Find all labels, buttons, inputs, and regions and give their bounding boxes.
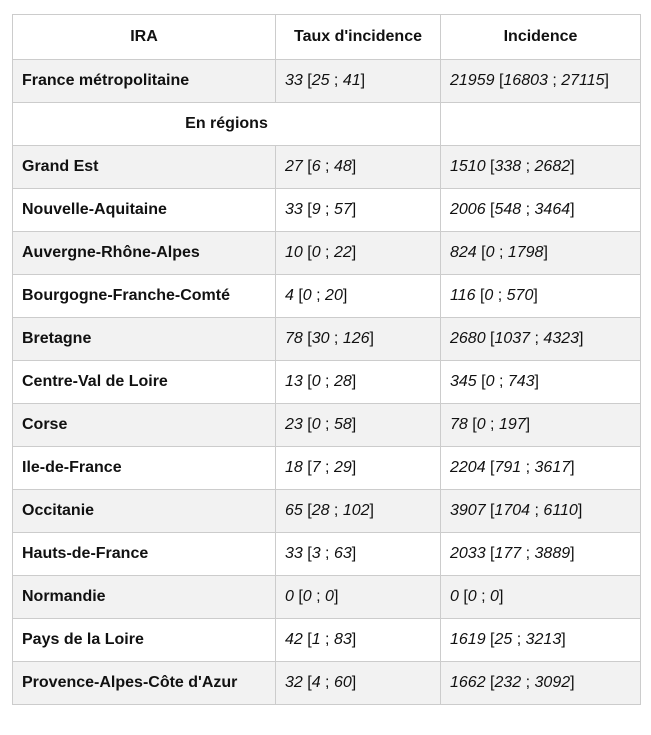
table-row [13,318,641,361]
table-row [13,361,641,404]
header-ira: IRA [13,15,276,60]
region-incidence: 2033 [177 ; 3889] [441,533,641,576]
region-incidence: 116 [0 ; 570] [441,275,641,318]
table-row [13,619,641,662]
incidence-table [12,14,641,705]
region-incidence: 1662 [232 ; 3092] [441,662,641,705]
table-row [13,275,641,318]
region-name: Normandie [13,576,276,619]
region-rate: 0 [0 ; 0] [276,576,441,619]
table-row [13,662,641,705]
section-empty-cell [441,103,641,146]
region-rate: 27 [6 ; 48] [276,146,441,189]
region-incidence: 78 [0 ; 197] [441,404,641,447]
region-name: Bretagne [13,318,276,361]
region-name: Provence-Alpes-Côte d'Azur [13,662,276,705]
national-row [13,60,641,103]
header-incidence: Incidence [441,15,641,60]
table-row [13,189,641,232]
region-name: Corse [13,404,276,447]
table-row [13,576,641,619]
region-rate: 13 [0 ; 28] [276,361,441,404]
national-name: France métropolitaine [13,60,276,103]
region-rate: 65 [28 ; 102] [276,490,441,533]
region-rate: 42 [1 ; 83] [276,619,441,662]
region-incidence: 2680 [1037 ; 4323] [441,318,641,361]
region-name: Ile-de-France [13,447,276,490]
region-incidence: 2204 [791 ; 3617] [441,447,641,490]
region-name: Hauts-de-France [13,533,276,576]
region-rate: 32 [4 ; 60] [276,662,441,705]
region-name: Auvergne-Rhône-Alpes [13,232,276,275]
table-wrapper [12,14,641,705]
table-row [13,533,641,576]
region-incidence: 3907 [1704 ; 6110] [441,490,641,533]
region-name: Occitanie [13,490,276,533]
table-row [13,232,641,275]
section-label: En régions [13,103,441,146]
region-incidence: 824 [0 ; 1798] [441,232,641,275]
region-name: Centre-Val de Loire [13,361,276,404]
table-row [13,490,641,533]
region-rate: 33 [3 ; 63] [276,533,441,576]
region-incidence: 0 [0 ; 0] [441,576,641,619]
region-name: Pays de la Loire [13,619,276,662]
region-rate: 18 [7 ; 29] [276,447,441,490]
table-row [13,404,641,447]
table-body [13,60,641,705]
region-incidence: 1619 [25 ; 3213] [441,619,641,662]
region-rate: 78 [30 ; 126] [276,318,441,361]
region-name: Grand Est [13,146,276,189]
region-rate: 10 [0 ; 22] [276,232,441,275]
region-rate: 4 [0 ; 20] [276,275,441,318]
region-incidence: 2006 [548 ; 3464] [441,189,641,232]
region-incidence: 1510 [338 ; 2682] [441,146,641,189]
national-rate: 33 [25 ; 41] [276,60,441,103]
region-rate: 23 [0 ; 58] [276,404,441,447]
table-row [13,146,641,189]
table-row [13,447,641,490]
region-name: Bourgogne-Franche-Comté [13,275,276,318]
region-incidence: 345 [0 ; 743] [441,361,641,404]
header-taux: Taux d'incidence [276,15,441,60]
region-rate: 33 [9 ; 57] [276,189,441,232]
region-name: Nouvelle-Aquitaine [13,189,276,232]
header-row [13,15,641,60]
section-row [13,103,641,146]
national-incidence: 21959 [16803 ; 27115] [441,60,641,103]
